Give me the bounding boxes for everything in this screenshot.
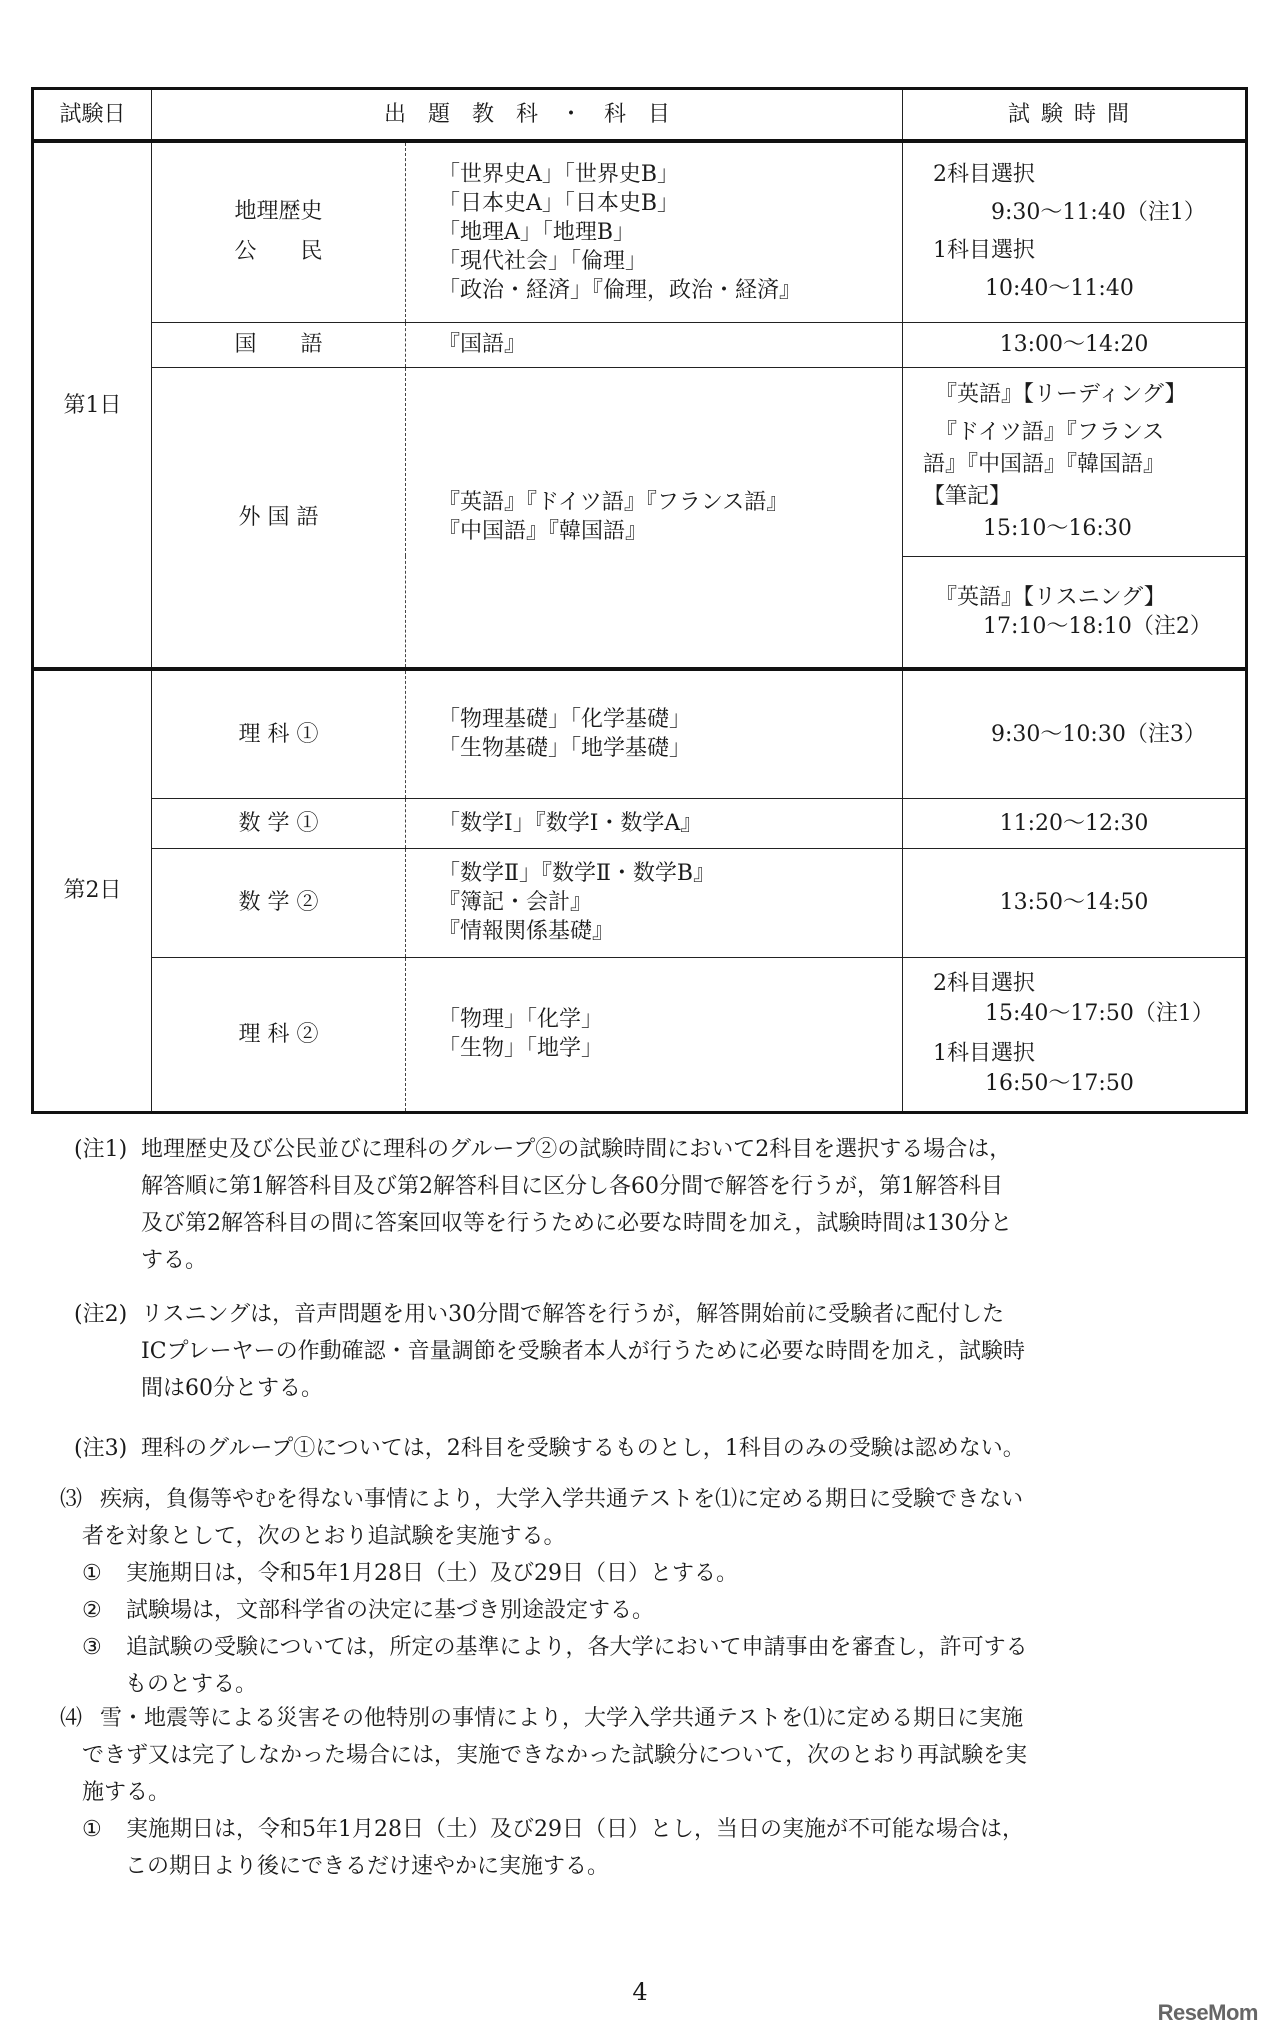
day1-label: 第1日	[33, 141, 152, 669]
time-label: 『ドイツ語』『フランス	[935, 419, 1165, 445]
subject-item: 「生物」「地学」	[438, 1036, 604, 1061]
subject-list	[406, 367, 903, 669]
page-number: 4	[632, 1978, 648, 2006]
item-mark: ②	[82, 1598, 102, 1623]
note-text: 間は60分とする。	[141, 1376, 323, 1401]
option-label: 2科目選択	[933, 162, 1036, 188]
time-value: 9:30～10:30（注3）	[991, 721, 1206, 747]
table-row	[33, 322, 1247, 367]
subject-item: 「政治・経済」『倫理，政治・経済』	[438, 277, 802, 303]
subject-item: 『中国語』『韓国語』	[438, 519, 648, 545]
section-text: 施する。	[82, 1780, 171, 1805]
subject-list	[406, 141, 903, 322]
section-text: 雪・地震等による災害その他特別の事情により，大学入学共通テストを⑴に定める期日に実施	[100, 1706, 1024, 1731]
time-label: 『英語』【リスニング】	[935, 584, 1166, 610]
subject-name: 数 学 ①	[152, 798, 406, 848]
exam-time	[903, 957, 1247, 1112]
header-time: 試験時間	[903, 89, 1247, 142]
subject-name	[152, 141, 406, 322]
item-text: 実施期日は，令和5年1月28日（土）及び29日（日）とする。	[126, 1561, 738, 1586]
item-mark: ①	[82, 1817, 102, 1842]
note-label: (注1)	[74, 1137, 128, 1162]
subject-list: 「数学Ⅰ」『数学Ⅰ・数学A』	[406, 798, 903, 848]
exam-time	[903, 141, 1247, 322]
table-header-row	[33, 89, 1247, 142]
exam-time: 11:20～12:30	[903, 798, 1247, 848]
subject-item: 「生物基礎」「地学基礎」	[438, 736, 692, 762]
subject-item: 「地理A」「地理B」	[438, 219, 636, 245]
note-text: 及び第2解答科目の間に答案回収等を行うために必要な時間を加え，試験時間は130分と	[141, 1211, 1013, 1236]
note-label: (注2)	[74, 1302, 128, 1327]
subject-item: 「物理基礎」「化学基礎」	[438, 707, 692, 733]
item-text: 実施期日は，令和5年1月28日（土）及び29日（日）とし，当日の実施が不可能な場合は，	[126, 1817, 1024, 1842]
time-value: 9:30～11:40（注1）	[991, 200, 1206, 226]
item-text: この期日より後にできるだけ速やかに実施する。	[125, 1854, 610, 1879]
note-text: リスニングは，音声問題を用い30分間で解答を行うが，解答開始前に受験者に配付した	[141, 1302, 1005, 1327]
subject-item: 「物理」「化学」	[438, 1007, 604, 1032]
exam-time: 13:50～14:50	[903, 848, 1247, 957]
note-text: ICプレーヤーの作動確認・音量調節を受験者本人が行うために必要な時間を加え，試験時	[141, 1339, 1025, 1364]
section-label: ⑶	[60, 1487, 83, 1512]
exam-time-reading	[903, 367, 1247, 556]
section-text: できず又は完了しなかった場合には，実施できなかった試験分について，次のとおり再試験を実	[82, 1743, 1028, 1768]
header-date: 試験日	[33, 89, 152, 142]
option-label: 2科目選択	[933, 971, 1036, 996]
subject-name-line: 地理歴史	[234, 199, 323, 225]
subject-item: 「日本史A」「日本史B」	[438, 190, 680, 216]
note-text: 理科のグループ①については，2科目を受験するものとし，1科目のみの受験は認めない。	[141, 1436, 1025, 1461]
note-2	[74, 1296, 1224, 1407]
time-label: 『英語』【リーディング】	[935, 381, 1187, 407]
table-row	[33, 141, 1247, 322]
section-3	[60, 1481, 1210, 1703]
exam-time-listening	[903, 556, 1247, 669]
note-text: 解答順に第1解答科目及び第2解答科目に区分し各60分間で解答を行うが，第1解答科目	[141, 1174, 1003, 1199]
subject-item: 「現代社会」「倫理」	[438, 248, 648, 274]
item-mark: ①	[82, 1561, 102, 1586]
time-value: 15:10～16:30	[983, 515, 1132, 541]
note-label: (注3)	[74, 1436, 128, 1461]
note-1	[74, 1131, 1224, 1279]
subject-item: 「数学Ⅱ」『数学Ⅱ・数学B』	[438, 861, 716, 886]
time-label: 【筆記】	[923, 483, 1012, 509]
option-label: 1科目選択	[933, 1041, 1036, 1066]
time-value: 16:50～17:50	[985, 1071, 1134, 1096]
section-label: ⑷	[60, 1706, 83, 1731]
day2-label: 第2日	[33, 669, 152, 1112]
watermark-logo: ReseMom	[1157, 2000, 1258, 2025]
section-4	[60, 1700, 1210, 1885]
subject-item: 『英語』『ドイツ語』『フランス語』	[438, 490, 789, 516]
subject-item: 『情報関係基礎』	[438, 919, 615, 944]
exam-time	[903, 669, 1247, 798]
subject-list	[406, 848, 903, 957]
item-mark: ③	[82, 1635, 102, 1660]
time-value: 15:40～17:50（注1）	[985, 1001, 1214, 1026]
time-value: 17:10～18:10（注2）	[983, 613, 1212, 639]
item-text: 試験場は，文部科学省の決定に基づき別途設定する。	[126, 1598, 655, 1623]
subject-name: 理 科 ①	[152, 669, 406, 798]
item-text: ものとする。	[125, 1672, 258, 1697]
table-row	[33, 669, 1247, 798]
subject-name: 理 科 ②	[152, 957, 406, 1112]
exam-time: 13:00～14:20	[903, 322, 1247, 367]
subject-item: 『簿記・会計』	[438, 890, 593, 915]
table-row	[33, 848, 1247, 957]
header-subjects: 出 題 教 科 ・ 科 目	[152, 89, 903, 142]
note-3	[74, 1430, 1224, 1467]
subject-name: 国 語	[152, 322, 406, 367]
section-text: 疾病，負傷等やむを得ない事情により，大学入学共通テストを⑴に定める期日に受験できない	[100, 1487, 1024, 1512]
exam-schedule-table	[31, 87, 1248, 1114]
subject-list: 『国語』	[406, 322, 903, 367]
item-text: 追試験の受験については，所定の基準により，各大学において申請事由を審査し，許可する	[126, 1635, 1028, 1660]
subject-item: 「世界史A」「世界史B」	[438, 161, 680, 187]
note-text: する。	[141, 1248, 208, 1273]
subject-name: 数 学 ②	[152, 848, 406, 957]
time-value: 10:40～11:40	[985, 276, 1134, 302]
option-label: 1科目選択	[933, 238, 1036, 264]
note-text: 地理歴史及び公民並びに理科のグループ②の試験時間において2科目を選択する場合は，	[141, 1137, 1012, 1162]
subject-list	[406, 957, 903, 1112]
table-row	[33, 798, 1247, 848]
table-row	[33, 367, 1247, 556]
section-text: 者を対象として，次のとおり追試験を実施する。	[82, 1524, 566, 1549]
subject-name: 外 国 語	[152, 367, 406, 669]
time-label: 語』『中国語』『韓国語』	[923, 451, 1166, 477]
subject-name-line: 公 民	[234, 239, 323, 265]
table-row	[33, 957, 1247, 1112]
subject-list	[406, 669, 903, 798]
